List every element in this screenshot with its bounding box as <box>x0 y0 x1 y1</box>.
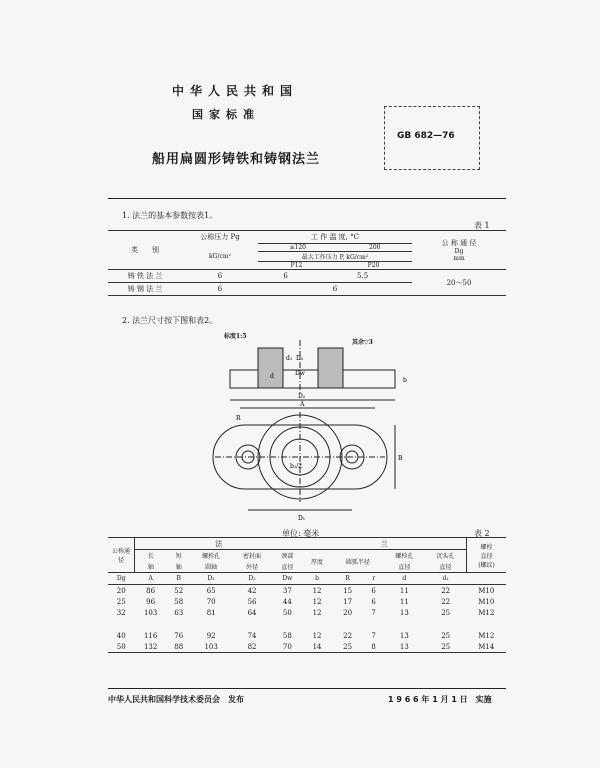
t2-h-thick: 厚度 <box>311 558 324 566</box>
t2-h-flange: 兰 <box>302 538 466 550</box>
label-b1: b₁/2 <box>290 463 303 470</box>
t2-r1-c9: 11 <box>399 597 409 606</box>
label-d1-bottom: D₁ <box>298 515 306 522</box>
t1-p12: P12 <box>290 262 303 269</box>
t2-symbol-row <box>108 573 506 585</box>
t2-r3-c3: 92 <box>206 631 216 640</box>
table2 <box>108 537 506 653</box>
t2-sym-7: R <box>345 575 350 582</box>
t2-r2-c0: 32 <box>116 608 126 617</box>
label-a: A <box>300 401 305 408</box>
t2-r4-c9: 13 <box>399 642 409 651</box>
t2-r1-c7: 17 <box>343 597 353 606</box>
t2-h-dia2: 直径 <box>439 564 452 571</box>
t1-h-dn-sym: Dg <box>454 248 464 255</box>
t2-sym-5: Dw <box>282 575 293 582</box>
t1-h-pressure-unit: kG/cm² <box>209 252 231 260</box>
t2-r3-c9: 13 <box>399 631 409 640</box>
flange-drawing <box>200 330 430 530</box>
t2-r1-c6: 12 <box>312 597 322 606</box>
t2-sym-2: B <box>176 575 181 582</box>
t2-h-short2: 轴 <box>175 564 182 571</box>
table1-label: 表 1 <box>474 221 490 230</box>
t2-r0-c3: 65 <box>206 586 216 595</box>
t2-r3-c5: 58 <box>282 631 292 640</box>
t2-r2-c6: 12 <box>312 608 322 617</box>
t2-r4-c0: 50 <box>116 642 126 651</box>
t2-sym-8: r <box>372 575 376 582</box>
t2-r0-c11: M10 <box>478 586 495 595</box>
t1-r0-p12: 6 <box>258 270 313 283</box>
divider <box>108 198 506 199</box>
t2-r4-c6: 14 <box>312 642 322 651</box>
t2-r3-c2: 76 <box>174 631 184 640</box>
footer-divider <box>108 688 506 689</box>
t2-h-long2: 轴 <box>147 564 154 571</box>
t1-r1-type: 铸 钢 法 兰 <box>108 283 182 296</box>
t2-r3-c8: 7 <box>371 631 376 640</box>
label-dw: Dw <box>295 370 305 377</box>
t2-r2-c10: 25 <box>441 608 451 617</box>
t2-r0-c9: 11 <box>399 586 409 595</box>
t2-h-neck2: 直径 <box>281 564 294 571</box>
label-d: d <box>270 373 274 380</box>
hub-left <box>258 348 283 388</box>
t2-r4-c10: 25 <box>441 642 451 651</box>
t2-h-bolt-size-3: (螺纹) <box>478 561 495 569</box>
t2-r2-c9: 13 <box>399 608 409 617</box>
t2-h-short: 短 <box>175 553 182 560</box>
t2-r2-c2: 63 <box>174 608 184 617</box>
t2-h-cast: 法 <box>135 538 303 550</box>
t2-h-bolt-size-1: 螺栓 <box>480 543 493 551</box>
country-heading: 中华人民共和国 <box>172 84 299 98</box>
t2-sym-11 <box>467 573 506 585</box>
t2-r3-c7: 22 <box>343 631 353 640</box>
table-row <box>108 607 506 618</box>
code-box <box>384 106 480 170</box>
t2-r4-c3: 103 <box>204 642 218 651</box>
t1-max-pressure: 最大工作压力 P, kG/cm² <box>258 251 412 261</box>
t2-h-dia: 沉头孔 <box>436 553 455 560</box>
t1-temp-lt: ≤120 <box>289 244 306 251</box>
t2-h-neck: 颈部 <box>281 553 294 560</box>
t1-p20: P20 <box>367 262 380 269</box>
t1-r0-p20: 5.5 <box>313 270 412 283</box>
t2-sym-3: D₁ <box>207 575 215 582</box>
table-row <box>108 270 506 283</box>
label-d1: d₁ <box>286 355 293 362</box>
t2-r3-c6: 12 <box>312 631 322 640</box>
t2-r2-c1: 103 <box>143 608 158 617</box>
t2-r1-c4: 56 <box>247 597 257 606</box>
t2-sym-10: d₁ <box>442 575 449 582</box>
t2-r0-c7: 15 <box>343 586 353 595</box>
t2-r2-c7: 20 <box>343 608 353 617</box>
t2-r0-c5: 37 <box>282 586 292 595</box>
t2-r4-c7: 25 <box>343 642 353 651</box>
t2-r3-c1: 116 <box>143 631 158 640</box>
footer-date: 1 9 6 6 年 1 月 1 日 实施 <box>388 695 492 704</box>
label-r: R <box>236 415 241 422</box>
t2-r1-c3: 70 <box>206 597 216 606</box>
t2-sym-1: A <box>148 575 153 582</box>
table2-label: 表 2 <box>474 529 490 538</box>
section2-text: 2. 法兰尺寸按下图和表2。 <box>122 316 218 325</box>
t2-sym-0: Dg <box>116 575 126 582</box>
standard-code: GB 682—76 <box>397 131 455 141</box>
footer-issuer: 中华人民共和国科学技术委员会 发布 <box>108 695 244 704</box>
t1-r0-pg: 6 <box>182 270 258 283</box>
t2-r1-c5: 44 <box>282 597 292 606</box>
t1-r0-type: 铸 铁 法 兰 <box>108 270 182 283</box>
t2-r0-c6: 12 <box>312 586 322 595</box>
t2-h-bolt-size-2: 直径 <box>480 552 493 560</box>
section-outline <box>230 370 395 388</box>
standard-type: 国家标准 <box>192 108 260 121</box>
t2-r3-c10: 25 <box>441 631 451 640</box>
table-row <box>108 596 506 607</box>
t2-r2-c11: M12 <box>478 608 495 617</box>
unit-note: 单位: 毫米 <box>282 529 320 538</box>
section1-text: 1. 法兰的基本参数按表1。 <box>122 211 218 220</box>
t1-h-type: 类 别 <box>108 231 182 270</box>
t2-r4-c4: 82 <box>247 642 257 651</box>
t2-h-seal: 密封面 <box>243 553 262 560</box>
t2-r2-c4: 64 <box>247 608 257 617</box>
t2-r2-c5: 50 <box>282 608 292 617</box>
t1-h-pressure: 公称压力 Pg <box>182 231 258 244</box>
t2-r1-c1: 96 <box>146 597 156 606</box>
t2-r0-c4: 42 <box>247 586 257 595</box>
t2-r0-c2: 52 <box>174 586 184 595</box>
table-row <box>108 641 506 653</box>
t2-r4-c11: M14 <box>478 642 495 651</box>
t2-r4-c5: 70 <box>282 642 292 651</box>
t2-r2-c8: 7 <box>371 608 376 617</box>
t2-r2-c3: 81 <box>206 608 216 617</box>
t1-h-temp-sub <box>258 244 412 270</box>
t2-h-long: 长 <box>147 553 154 560</box>
label-thickness: b <box>403 377 407 384</box>
t2-r1-c0: 25 <box>116 597 126 606</box>
rest-note: 其余▽3 <box>352 339 373 346</box>
t2-r0-c10: 22 <box>441 586 451 595</box>
t2-h-bolt-size <box>467 538 506 573</box>
t1-h-dn-unit: mm <box>453 255 465 262</box>
table-row <box>108 585 506 597</box>
t2-h-bolt2: 圆轴 <box>205 564 218 571</box>
t2-sym-4: D₂ <box>248 575 256 582</box>
t2-r0-c1: 86 <box>146 586 156 595</box>
t1-h-temp: 工 作 温 度, °C <box>258 231 412 244</box>
t2-h-fillet: 圆弧半径 <box>345 558 370 566</box>
t2-r3-c11: M12 <box>478 631 495 640</box>
t2-r1-c10: 22 <box>441 597 451 606</box>
t2-h-dn: 公称通径 <box>108 538 135 573</box>
t1-r1-pg: 6 <box>182 283 258 296</box>
t2-r4-c8: 8 <box>371 642 376 651</box>
t2-r0-c0: 20 <box>116 586 126 595</box>
t2-sym-6: b <box>315 575 319 582</box>
t2-r3-c0: 40 <box>116 631 126 640</box>
table-row <box>108 630 506 641</box>
t2-h-bolt: 螺栓孔 <box>202 553 221 560</box>
t2-r1-c8: 6 <box>371 597 376 606</box>
t2-r3-c4: 74 <box>247 631 257 640</box>
table1 <box>108 230 506 296</box>
t1-temp-200: 200 <box>369 244 381 251</box>
t2-h-hole2: 直径 <box>398 564 411 571</box>
label-d2: D₂ <box>298 393 306 400</box>
t1-dn-range: 20～50 <box>412 270 506 296</box>
scale-note: 标度1:5 <box>224 333 247 340</box>
t2-r1-c2: 58 <box>174 597 184 606</box>
label-b: B <box>398 455 403 462</box>
t2-h-seal2: 外径 <box>246 564 259 571</box>
label-d0: D₀ <box>296 355 304 362</box>
t2-h-hole: 螺栓孔 <box>395 553 414 560</box>
t2-r4-c2: 88 <box>174 642 184 651</box>
t2-r4-c1: 132 <box>143 642 158 651</box>
t1-h-dn-label: 公 称 通 径 <box>441 239 477 247</box>
t2-r0-c8: 6 <box>371 586 376 595</box>
t1-r1-p12: 6 <box>258 283 412 296</box>
t1-h-dn <box>412 231 506 270</box>
t2-r1-c11: M10 <box>478 597 495 606</box>
document-title: 船用扁圆形铸铁和铸钢法兰 <box>152 152 321 167</box>
hub-right <box>318 348 343 388</box>
t2-sym-9: d <box>402 575 407 582</box>
